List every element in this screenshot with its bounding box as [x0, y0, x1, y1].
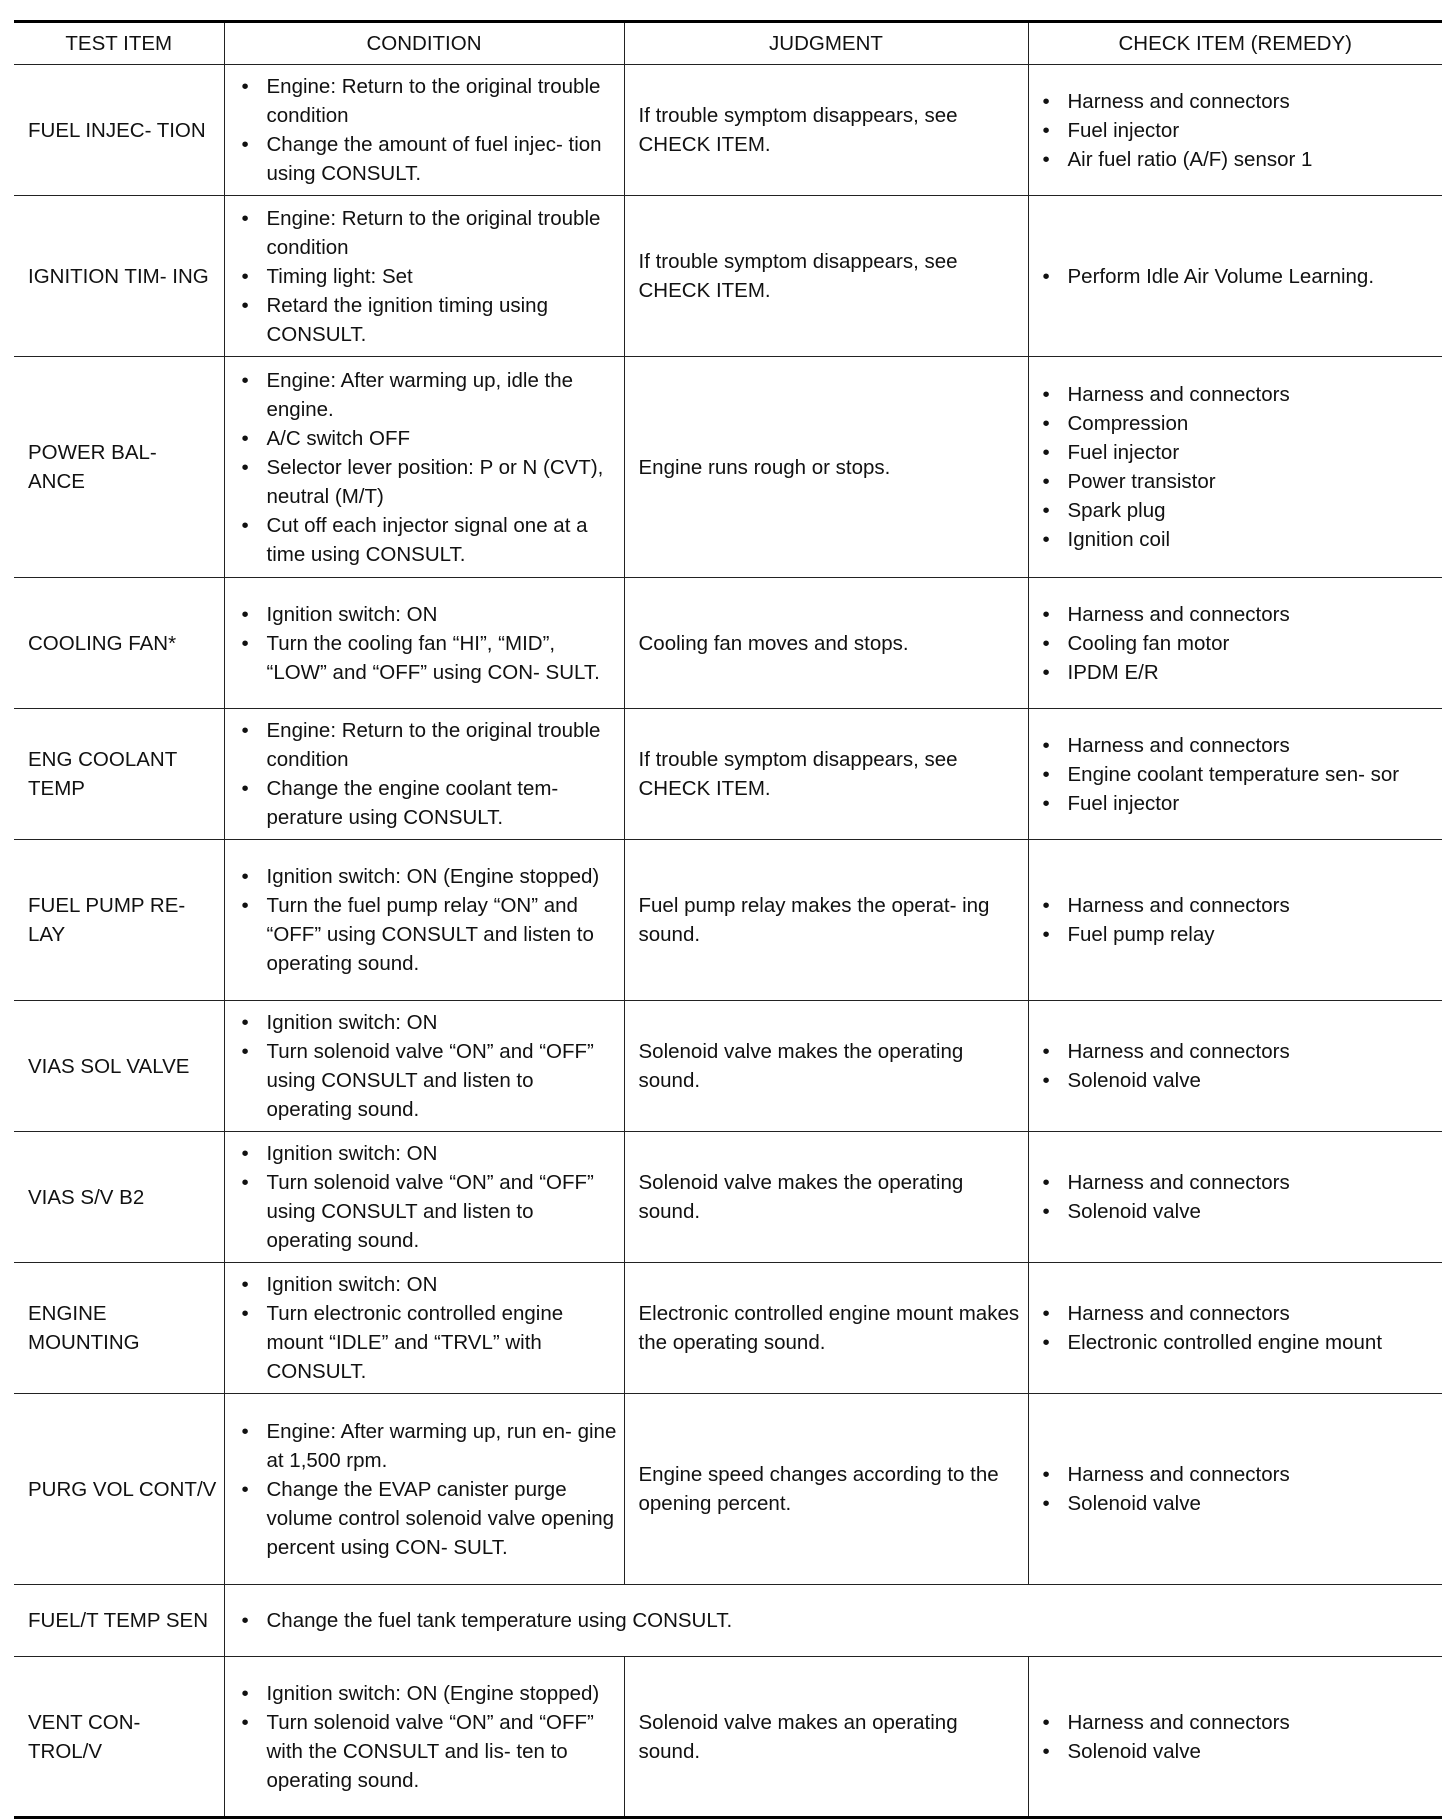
- table-body: [14, 65, 1442, 1818]
- judgment-cell: Fuel pump relay makes the operat- ing sound.: [624, 840, 1028, 1001]
- table-row: [14, 357, 1442, 578]
- header-condition: CONDITION: [224, 22, 624, 65]
- condition-cell: [224, 1585, 1442, 1657]
- check-item-cell: [1028, 196, 1442, 357]
- table-row: [14, 1585, 1442, 1657]
- check-item-list-item: • Harness and connectors: [1041, 1168, 1441, 1197]
- test-item-cell: POWER BAL- ANCE: [14, 357, 224, 578]
- condition-cell: [224, 1263, 624, 1394]
- condition-list-item: • Turn electronic controlled engine mount “IDLE” and “TRVL” with CONSULT.: [240, 1299, 618, 1386]
- condition-list-item: • Turn solenoid valve “ON” and “OFF” using CONSULT and listen to operating sound.: [240, 1037, 618, 1124]
- check-item-list-item: • Perform Idle Air Volume Learning.: [1041, 262, 1441, 291]
- judgment-cell: Engine speed changes according to the opening percent.: [624, 1394, 1028, 1585]
- condition-cell: [224, 709, 624, 840]
- check-item-list: [1041, 1037, 1441, 1095]
- condition-list-item: • Change the fuel tank temperature using CONSULT.: [240, 1606, 1437, 1635]
- check-item-cell: [1028, 578, 1442, 709]
- condition-list: [240, 366, 618, 569]
- condition-list-item: • Ignition switch: ON: [240, 600, 618, 629]
- test-item-cell: FUEL INJEC- TION: [14, 65, 224, 196]
- condition-list-item: • Ignition switch: ON: [240, 1139, 618, 1168]
- table-row: [14, 840, 1442, 1001]
- check-item-list-item: • Electronic controlled engine mount: [1041, 1328, 1441, 1357]
- check-item-list-item: • Harness and connectors: [1041, 731, 1441, 760]
- check-item-list-item: • Fuel pump relay: [1041, 920, 1441, 949]
- condition-list-item: • Engine: After warming up, idle the engine.: [240, 366, 618, 424]
- check-item-list-item: • Solenoid valve: [1041, 1489, 1441, 1518]
- judgment-cell: Electronic controlled engine mount makes the operating sound.: [624, 1263, 1028, 1394]
- check-item-cell: [1028, 357, 1442, 578]
- judgment-cell: Solenoid valve makes an operating sound.: [624, 1657, 1028, 1818]
- test-item-cell: VIAS S/V B2: [14, 1132, 224, 1263]
- check-item-list-item: • Engine coolant temperature sen- sor: [1041, 760, 1441, 789]
- condition-list-item: • Change the EVAP canister purge volume control solenoid valve opening percent using CON- SULT.: [240, 1475, 618, 1562]
- check-item-cell: [1028, 1394, 1442, 1585]
- condition-list-item: • Turn the fuel pump relay “ON” and “OFF” using CONSULT and listen to operating sound.: [240, 891, 618, 978]
- test-item-cell: FUEL/T TEMP SEN: [14, 1585, 224, 1657]
- check-item-list-item: • Harness and connectors: [1041, 1460, 1441, 1489]
- condition-cell: [224, 1132, 624, 1263]
- check-item-list-item: • Harness and connectors: [1041, 1037, 1441, 1066]
- check-item-list: [1041, 891, 1441, 949]
- check-item-cell: [1028, 1657, 1442, 1818]
- test-item-cell: VENT CON- TROL/V: [14, 1657, 224, 1818]
- condition-list: [240, 600, 618, 687]
- header-judgment: JUDGMENT: [624, 22, 1028, 65]
- table-row: [14, 65, 1442, 196]
- judgment-cell: If trouble symptom disappears, see CHECK ITEM.: [624, 196, 1028, 357]
- condition-list: [240, 1606, 1437, 1635]
- table-row: [14, 196, 1442, 357]
- check-item-list-item: • Solenoid valve: [1041, 1066, 1441, 1095]
- judgment-cell: Engine runs rough or stops.: [624, 357, 1028, 578]
- header-test-item: TEST ITEM: [14, 22, 224, 65]
- condition-cell: [224, 1394, 624, 1585]
- condition-list: [240, 1008, 618, 1124]
- table-row: [14, 578, 1442, 709]
- condition-list: [240, 204, 618, 349]
- check-item-list: [1041, 731, 1441, 818]
- table-row: [14, 1657, 1442, 1818]
- condition-list-item: • Turn solenoid valve “ON” and “OFF” using CONSULT and listen to operating sound.: [240, 1168, 618, 1255]
- judgment-cell: If trouble symptom disappears, see CHECK ITEM.: [624, 65, 1028, 196]
- check-item-list-item: • Compression: [1041, 409, 1441, 438]
- condition-cell: [224, 840, 624, 1001]
- condition-list: [240, 716, 618, 832]
- check-item-list: [1041, 1460, 1441, 1518]
- judgment-cell: Cooling fan moves and stops.: [624, 578, 1028, 709]
- check-item-cell: [1028, 1001, 1442, 1132]
- check-item-list: [1041, 1299, 1441, 1357]
- check-item-list: [1041, 87, 1441, 174]
- condition-list-item: • Turn solenoid valve “ON” and “OFF” with the CONSULT and lis- ten to operating sound.: [240, 1708, 618, 1795]
- check-item-cell: [1028, 65, 1442, 196]
- condition-list-item: • Change the engine coolant tem- perature using CONSULT.: [240, 774, 618, 832]
- condition-list-item: • Timing light: Set: [240, 262, 618, 291]
- check-item-list-item: • Harness and connectors: [1041, 1708, 1441, 1737]
- test-item-cell: IGNITION TIM- ING: [14, 196, 224, 357]
- condition-list-item: • Retard the ignition timing using CONSULT.: [240, 291, 618, 349]
- check-item-list-item: • Solenoid valve: [1041, 1197, 1441, 1226]
- check-item-list-item: • Fuel injector: [1041, 789, 1441, 818]
- table-row: [14, 709, 1442, 840]
- condition-list: [240, 1139, 618, 1255]
- test-item-cell: ENGINE MOUNTING: [14, 1263, 224, 1394]
- check-item-list-item: • IPDM E/R: [1041, 658, 1441, 687]
- test-item-cell: PURG VOL CONT/V: [14, 1394, 224, 1585]
- condition-list-item: • Change the amount of fuel injec- tion using CONSULT.: [240, 130, 618, 188]
- header-check-item: CHECK ITEM (REMEDY): [1028, 22, 1442, 65]
- check-item-list-item: • Ignition coil: [1041, 525, 1441, 554]
- judgment-cell: If trouble symptom disappears, see CHECK ITEM.: [624, 709, 1028, 840]
- condition-list: [240, 862, 618, 978]
- check-item-cell: [1028, 1132, 1442, 1263]
- condition-cell: [224, 65, 624, 196]
- table-row: [14, 1001, 1442, 1132]
- check-item-list-item: • Fuel injector: [1041, 438, 1441, 467]
- condition-list-item: • Engine: Return to the original trouble condition: [240, 204, 618, 262]
- active-test-table: [14, 20, 1442, 1819]
- condition-cell: [224, 1001, 624, 1132]
- check-item-list-item: • Fuel injector: [1041, 116, 1441, 145]
- check-item-list-item: • Solenoid valve: [1041, 1737, 1441, 1766]
- condition-list-item: • Ignition switch: ON (Engine stopped): [240, 862, 618, 891]
- check-item-list-item: • Spark plug: [1041, 496, 1441, 525]
- check-item-cell: [1028, 709, 1442, 840]
- condition-list: [240, 1679, 618, 1795]
- check-item-list: [1041, 262, 1441, 291]
- condition-list-item: • Engine: After warming up, run en- gine at 1,500 rpm.: [240, 1417, 618, 1475]
- condition-list-item: • Ignition switch: ON (Engine stopped): [240, 1679, 618, 1708]
- condition-list: [240, 1417, 618, 1562]
- condition-list: [240, 1270, 618, 1386]
- check-item-cell: [1028, 840, 1442, 1001]
- condition-list-item: • Cut off each injector signal one at a time using CONSULT.: [240, 511, 618, 569]
- judgment-cell: Solenoid valve makes the operating sound.: [624, 1001, 1028, 1132]
- check-item-list-item: • Harness and connectors: [1041, 600, 1441, 629]
- condition-list-item: • Selector lever position: P or N (CVT), neutral (M/T): [240, 453, 618, 511]
- table-row: [14, 1263, 1442, 1394]
- condition-list: [240, 72, 618, 188]
- condition-cell: [224, 578, 624, 709]
- condition-list-item: • Ignition switch: ON: [240, 1008, 618, 1037]
- test-item-cell: FUEL PUMP RE- LAY: [14, 840, 224, 1001]
- check-item-list: [1041, 380, 1441, 554]
- condition-list-item: • Turn the cooling fan “HI”, “MID”, “LOW” and “OFF” using CON- SULT.: [240, 629, 618, 687]
- check-item-list-item: • Cooling fan motor: [1041, 629, 1441, 658]
- condition-list-item: • Ignition switch: ON: [240, 1270, 618, 1299]
- condition-cell: [224, 357, 624, 578]
- condition-cell: [224, 1657, 624, 1818]
- table-row: [14, 1394, 1442, 1585]
- table-row: [14, 1132, 1442, 1263]
- condition-cell: [224, 196, 624, 357]
- test-item-cell: VIAS SOL VALVE: [14, 1001, 224, 1132]
- check-item-cell: [1028, 1263, 1442, 1394]
- condition-list-item: • Engine: Return to the original trouble condition: [240, 72, 618, 130]
- header-row: [14, 22, 1442, 65]
- check-item-list-item: • Air fuel ratio (A/F) sensor 1: [1041, 145, 1441, 174]
- test-item-cell: COOLING FAN*: [14, 578, 224, 709]
- condition-list-item: • Engine: Return to the original trouble condition: [240, 716, 618, 774]
- judgment-cell: Solenoid valve makes the operating sound.: [624, 1132, 1028, 1263]
- check-item-list-item: • Harness and connectors: [1041, 1299, 1441, 1328]
- check-item-list-item: • Power transistor: [1041, 467, 1441, 496]
- check-item-list-item: • Harness and connectors: [1041, 87, 1441, 116]
- check-item-list-item: • Harness and connectors: [1041, 891, 1441, 920]
- check-item-list: [1041, 600, 1441, 687]
- check-item-list-item: • Harness and connectors: [1041, 380, 1441, 409]
- check-item-list: [1041, 1168, 1441, 1226]
- test-item-cell: ENG COOLANT TEMP: [14, 709, 224, 840]
- condition-list-item: • A/C switch OFF: [240, 424, 618, 453]
- check-item-list: [1041, 1708, 1441, 1766]
